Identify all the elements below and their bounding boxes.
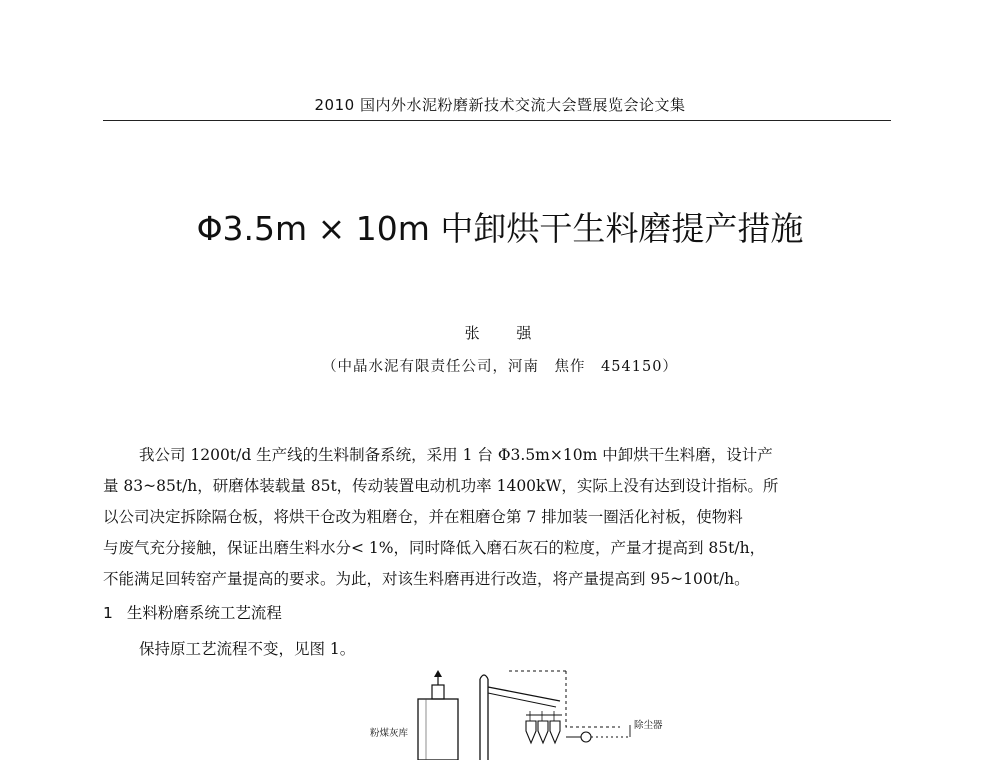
header-rule (103, 120, 891, 121)
section-title: 生料粉磨系统工艺流程 (126, 604, 282, 622)
intro-line: 不能满足回转窑产量提高的要求。为此，对该生料磨再进行改造，将产量提高到 95~100t/h。 (103, 570, 750, 588)
arrow-head (434, 670, 442, 677)
process-flow-diagram (330, 665, 710, 760)
section-number: 1 (103, 604, 113, 622)
running-head: 2010 国内外水泥粉磨新技术交流大会暨展览会论文集 (314, 96, 686, 114)
intro-line: 以公司决定拆除隔仓板，将烘干仓改为粗磨仓，并在粗磨仓第 7 排加装一圈活化衬板，使物料 (103, 508, 743, 526)
paper-title: Φ3.5m × 10m 中卸烘干生料磨提产措施 (196, 209, 804, 248)
coal-ash-silo-label: 粉煤灰库 (370, 728, 409, 739)
process-flow-figure (330, 665, 710, 760)
section-heading (103, 601, 282, 623)
conveyor-line (488, 687, 560, 701)
filter-box (432, 685, 444, 699)
intro-line: 与废气充分接触，保证出磨生料水分< 1%，同时降低入磨石灰石的粒度，产量才提高到 85t/h， (103, 539, 766, 557)
author-name: 张 强 (464, 324, 548, 342)
fan-shape (581, 732, 591, 742)
coal-ash-silo-shape (418, 699, 458, 760)
section-paragraph: 保持原工艺流程不变，见图 1。 (139, 640, 356, 658)
intro-paragraph (103, 440, 891, 595)
dust-collector-label: 除尘器 (634, 720, 663, 731)
author-affiliation: （中晶水泥有限责任公司，河南 焦作 454150） (322, 359, 678, 375)
gas-duct (566, 671, 620, 727)
cyclone-group (526, 711, 562, 743)
intro-line: 量 83~85t/h，研磨体装载量 85t，传动装置电动机功率 1400kW，实际上没有达到设计指标。所 (103, 477, 779, 495)
intro-line: 我公司 1200t/d 生产线的生料制备系统，采用 1 台 Φ3.5m×10m 中卸烘干生料磨，设计产 (139, 446, 773, 464)
